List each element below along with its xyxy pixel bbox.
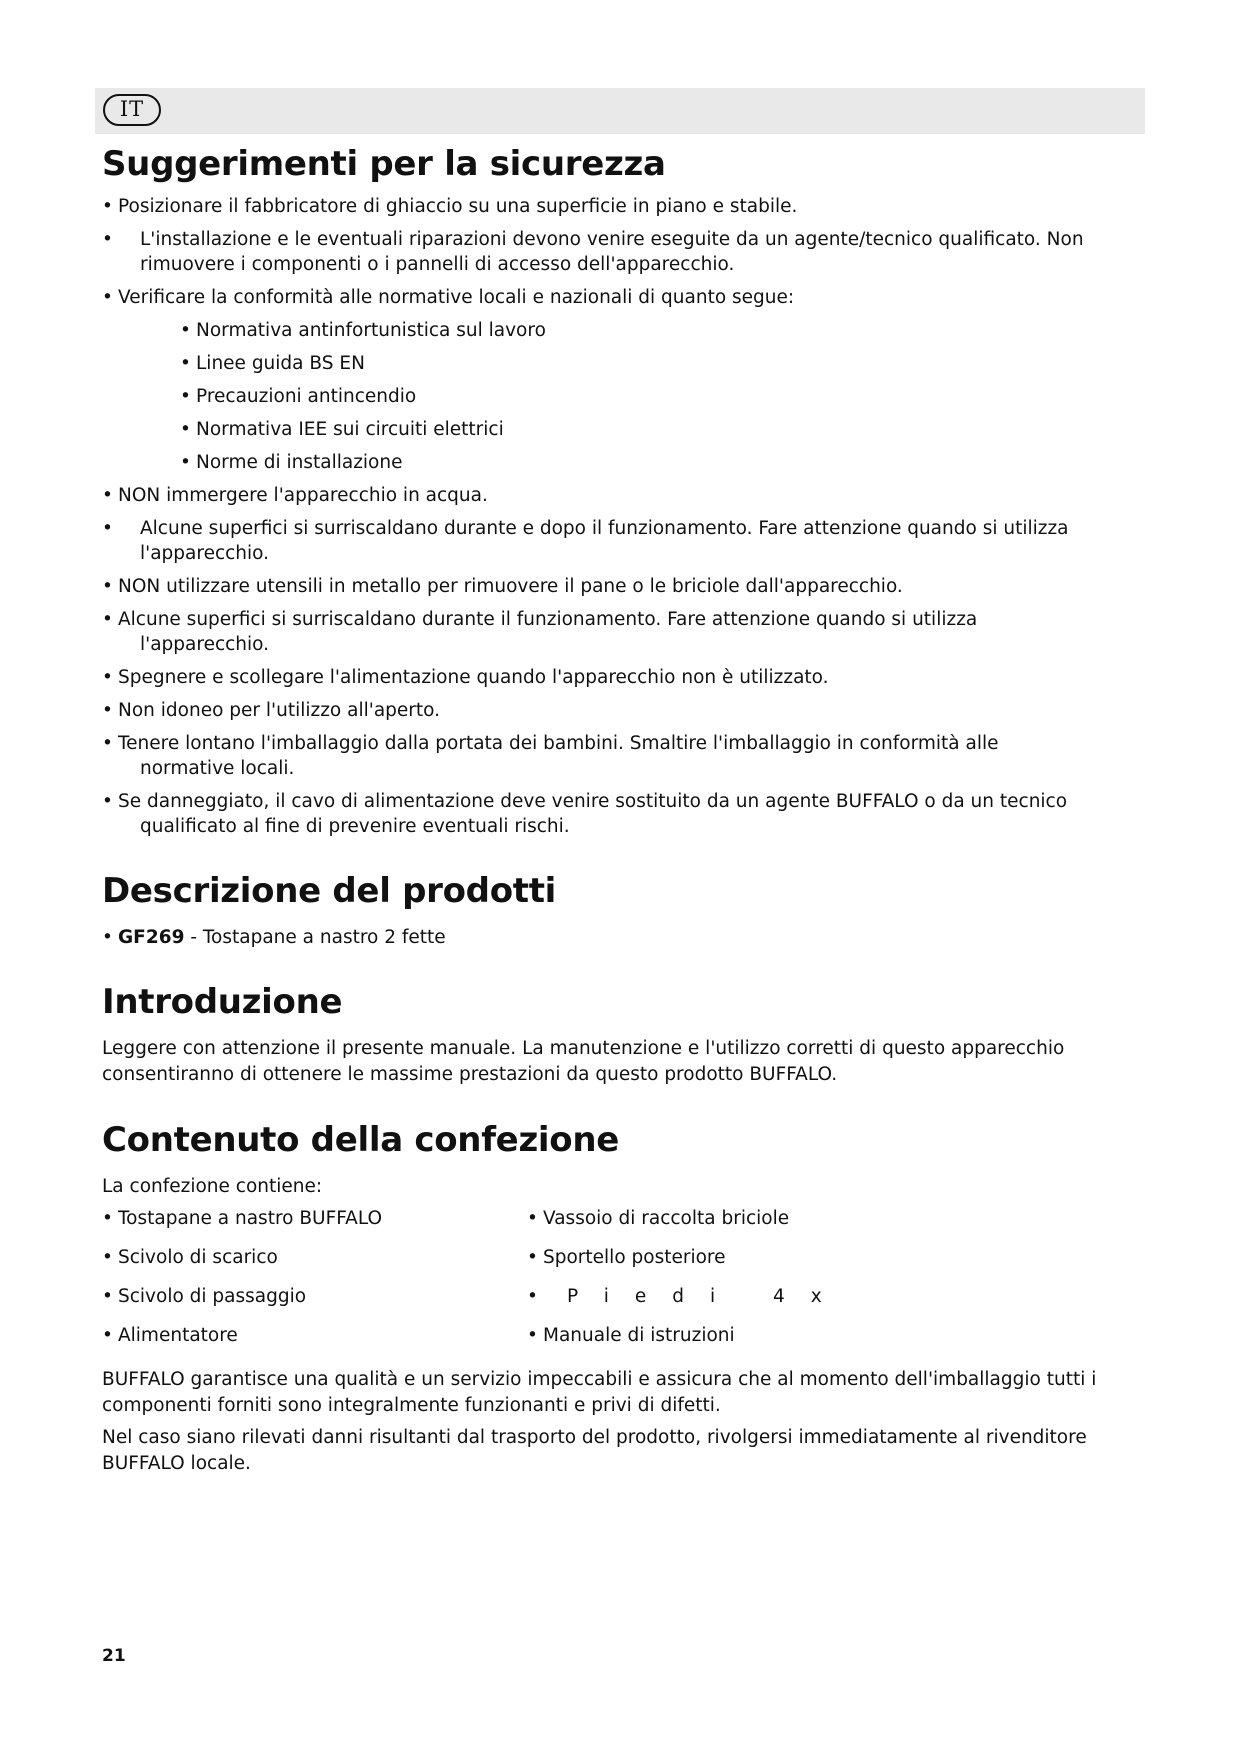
page-content — [102, 140, 1142, 1483]
safety-sublist — [102, 318, 1142, 475]
grid-item: • Scivolo di passaggio — [102, 1286, 307, 1307]
contents-grid — [102, 1206, 1142, 1349]
sublist-item: • Linee guida BS EN — [180, 353, 365, 374]
list-item: • L'installazione e le eventuali riparazioni devono venire eseguite da un agente/tecnico qualificato. Non rimuovere i componenti o i pannelli di accesso dell'apparecchio. — [102, 229, 1084, 275]
grid-item: • Vassoio di raccolta briciole — [527, 1208, 790, 1229]
language-header-bar — [95, 88, 1145, 134]
section-title-intro: Introduzione — [102, 982, 343, 1022]
grid-item: • Piedi 4x — [527, 1286, 848, 1307]
model-code: GF269 — [118, 927, 185, 948]
language-badge: IT — [103, 94, 161, 126]
model-description: - Tostapane a nastro 2 fette — [184, 927, 446, 948]
grid-item: • Manuale di istruzioni — [527, 1325, 735, 1346]
section-title-safety: Suggerimenti per la sicurezza — [102, 144, 666, 184]
sublist-item: • Norme di installazione — [180, 452, 403, 473]
damage-paragraph: Nel caso siano rilevati danni risultanti dal trasporto del prodotto, rivolgersi immediatamente al rivenditore BUFFALO locale. — [102, 1427, 1087, 1474]
sublist-item: • Normativa antinfortunistica sul lavoro — [180, 320, 546, 341]
safety-list — [102, 194, 1142, 839]
grid-item: • Tostapane a nastro BUFFALO — [102, 1208, 383, 1229]
sublist-item: • Normativa IEE sui circuiti elettrici — [180, 419, 504, 440]
section-title-contents: Contenuto della confezione — [102, 1120, 620, 1160]
list-item: • Non idoneo per l'utilizzo all'aperto. — [102, 700, 441, 721]
grid-item: • Sportello posteriore — [527, 1247, 726, 1268]
section-title-description: Descrizione del prodotti — [102, 871, 557, 911]
grid-item: • Alimentatore — [102, 1325, 238, 1346]
list-item: • Posizionare il fabbricatore di ghiaccio su una superficie in piano e stabile. — [102, 196, 798, 217]
intro-paragraph: Leggere con attenzione il presente manuale. La manutenzione e l'utilizzo corretti di questo apparecchio consentiranno di ottenere le massime prestazioni da questo prodotto BUFFALO. — [102, 1038, 1065, 1085]
sublist-item: • Precauzioni antincendio — [180, 386, 417, 407]
warranty-paragraph: BUFFALO garantisce una qualità e un servizio impeccabili e assicura che al momento dell'imballaggio tutti i componenti forniti sono integralmente funzionanti e privi di difetti. — [102, 1369, 1097, 1416]
list-item: • Se danneggiato, il cavo di alimentazione deve venire sostituito da un agente BUFFALO o da un tecnico qualificato al fine di prevenire eventuali rischi. — [102, 791, 1068, 837]
page-number: 21 — [102, 1646, 126, 1666]
list-item: • NON utilizzare utensili in metallo per rimuovere il pane o le briciole dall'apparecchio. — [102, 576, 903, 597]
list-item: • Verificare la conformità alle normative locali e nazionali di quanto segue: — [102, 287, 795, 308]
list-item: • NON immergere l'apparecchio in acqua. — [102, 485, 488, 506]
list-item: • GF269 - Tostapane a nastro 2 fette — [102, 927, 446, 948]
list-item: • Spegnere e scollegare l'alimentazione quando l'apparecchio non è utilizzato. — [102, 667, 829, 688]
contents-lead: La confezione contiene: — [102, 1176, 323, 1197]
list-item: • Alcune superfici si surriscaldano durante il funzionamento. Fare attenzione quando si utilizza l'apparecchio. — [102, 609, 978, 655]
list-item: • Alcune superfici si surriscaldano durante e dopo il funzionamento. Fare attenzione quando si utilizza l'apparecchio. — [102, 518, 1069, 564]
description-list — [102, 925, 1142, 950]
grid-item: • Scivolo di scarico — [102, 1247, 278, 1268]
list-item: • Tenere lontano l'imballaggio dalla portata dei bambini. Smaltire l'imballaggio in conformità alle normative locali. — [102, 733, 999, 779]
